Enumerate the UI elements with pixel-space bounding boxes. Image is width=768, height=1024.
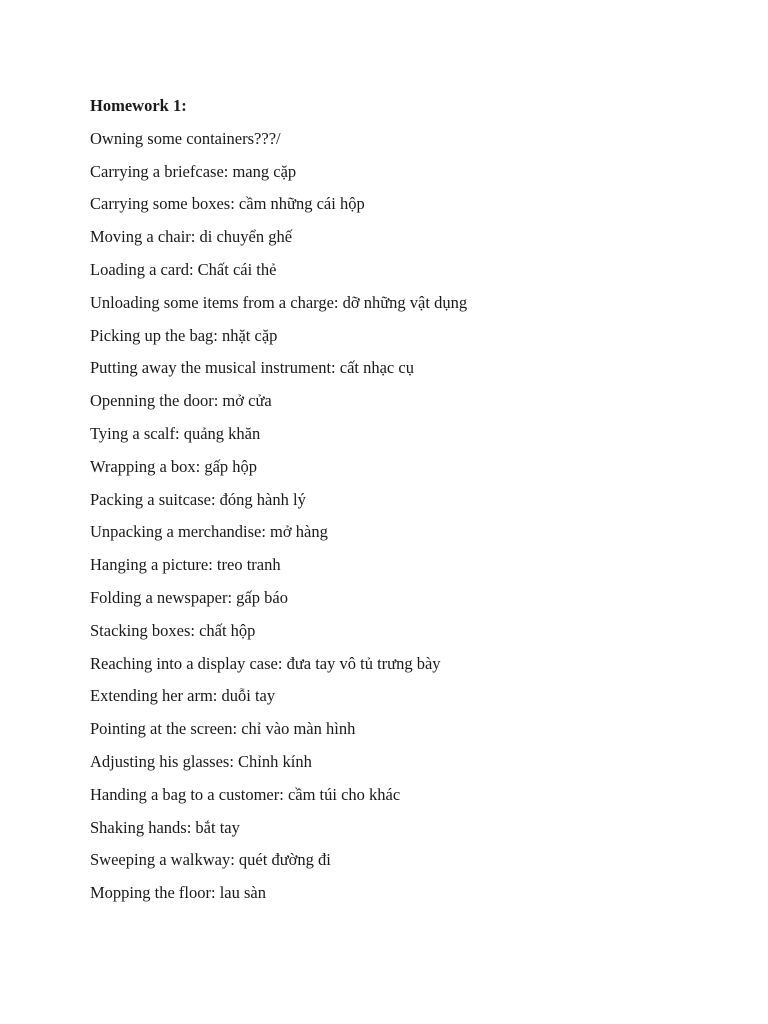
document-body [90,90,730,910]
vocabulary-line: Carrying some boxes: cầm những cái hộp [90,194,365,214]
vocabulary-line: Unloading some items from a charge: dỡ những vật dụng [90,292,468,312]
vocabulary-line: Wrapping a box: gấp hộp [90,456,258,476]
vocabulary-line: Owning some containers???/ [90,128,281,148]
vocabulary-line: Openning the door: mở cửa [90,391,272,411]
vocabulary-list [90,123,730,910]
vocabulary-line: Shaking hands: bắt tay [90,817,240,837]
vocabulary-line: Stacking boxes: chất hộp [90,620,256,640]
vocabulary-line: Adjusting his glasses: Chỉnh kính [90,751,312,771]
vocabulary-line: Extending her arm: duỗi tay [90,686,276,706]
vocabulary-line: Moving a chair: di chuyển ghế [90,227,293,247]
vocabulary-line: Folding a newspaper: gấp báo [90,587,288,607]
vocabulary-line: Packing a suitcase: đóng hành lý [90,489,306,509]
vocabulary-line: Picking up the bag: nhặt cặp [90,325,278,345]
vocabulary-line: Tying a scalf: quảng khăn [90,423,261,443]
vocabulary-line: Handing a bag to a customer: cầm túi cho khác [90,784,401,804]
vocabulary-line: Unpacking a merchandise: mở hàng [90,522,328,542]
vocabulary-line: Carrying a briefcase: mang cặp [90,161,297,181]
homework-title: Homework 1: [90,96,187,115]
vocabulary-line: Loading a card: Chất cái thẻ [90,259,277,279]
vocabulary-line: Reaching into a display case: đưa tay vô tủ trưng bày [90,653,441,673]
vocabulary-line: Pointing at the screen: chỉ vào màn hình [90,719,356,739]
vocabulary-line: Hanging a picture: treo tranh [90,555,281,575]
vocabulary-line: Sweeping a walkway: quét đường đi [90,850,331,870]
vocabulary-line: Putting away the musical instrument: cất nhạc cụ [90,358,414,378]
vocabulary-line: Mopping the floor: lau sàn [90,883,266,903]
